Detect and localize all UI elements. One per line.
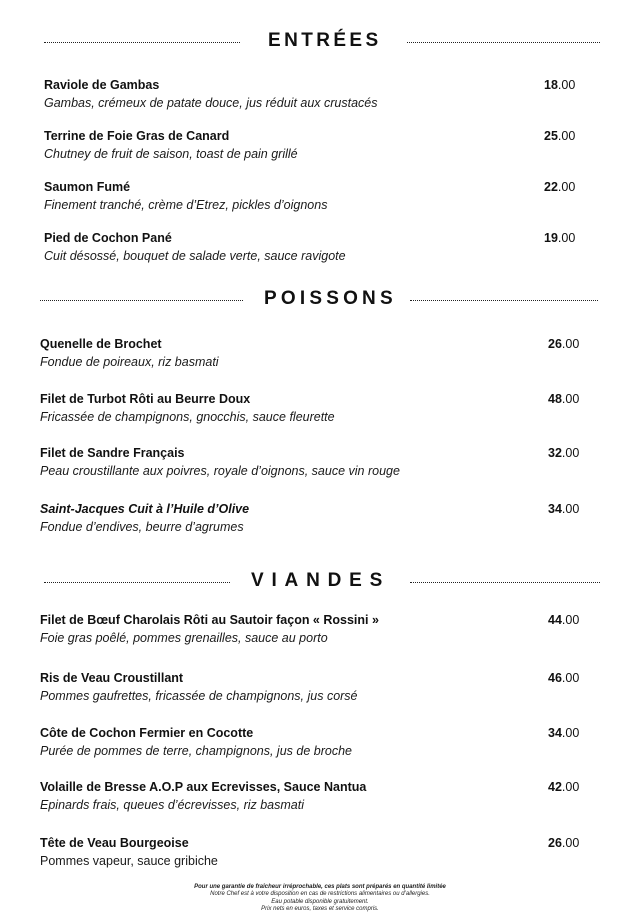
section-title-poissons: POISSONS [264, 288, 397, 309]
dish-price [548, 502, 579, 516]
dish-name: Filet de Turbot Rôti au Beurre Doux [40, 392, 251, 406]
price-integer: 34 [548, 502, 562, 516]
price-integer: 42 [548, 780, 562, 794]
dish-description: Fricassée de champignons, gnocchis, sauce fleurette [40, 410, 335, 424]
price-decimal: .00 [561, 613, 580, 627]
price-decimal: .00 [561, 671, 580, 685]
price-decimal: .00 [561, 780, 580, 794]
dish-name: Pied de Cochon Pané [44, 231, 172, 245]
dish-price [548, 446, 579, 460]
dotted-divider-right [407, 42, 600, 43]
dish-description: Pommes vapeur, sauce gribiche [40, 854, 218, 868]
dotted-divider-left [44, 582, 230, 583]
dish-price [544, 78, 575, 92]
dish-description: Purée de pommes de terre, champignons, jus de broche [40, 744, 352, 758]
dish-price [544, 180, 575, 194]
dish-name: Volaille de Bresse A.O.P aux Ecrevisses, Sauce Nantua [40, 780, 367, 794]
price-decimal: .00 [557, 180, 576, 194]
dish-price [548, 671, 579, 685]
footer-line-water: Eau potable disponible gratuitement. [271, 898, 369, 905]
dish-description: Peau croustillante aux poivres, royale d’oignons, sauce vin rouge [40, 464, 400, 478]
dish-price [548, 780, 579, 794]
price-decimal: .00 [561, 446, 580, 460]
dish-name: Filet de Sandre Français [40, 446, 185, 460]
price-integer: 25 [544, 129, 558, 143]
price-decimal: .00 [561, 502, 580, 516]
price-decimal: .00 [557, 78, 576, 92]
dish-price [544, 129, 575, 143]
dotted-divider-right [410, 300, 598, 301]
dish-name: Saint-Jacques Cuit à l’Huile d’Olive [40, 502, 250, 516]
dish-price [548, 726, 579, 740]
dish-description: Chutney de fruit de saison, toast de pain grillé [44, 147, 298, 161]
price-decimal: .00 [557, 231, 576, 245]
dish-description: Fondue d’endives, beurre d’agrumes [40, 520, 244, 534]
price-decimal: .00 [561, 392, 580, 406]
dish-price [548, 836, 579, 850]
dotted-divider-left [40, 300, 243, 301]
price-integer: 46 [548, 671, 562, 685]
dish-name: Tête de Veau Bourgeoise [40, 836, 189, 850]
dish-price [548, 337, 579, 351]
dish-description: Pommes gaufrettes, fricassée de champignons, jus corsé [40, 689, 358, 703]
dish-description: Epinards frais, queues d’écrevisses, riz basmati [40, 798, 305, 812]
dish-name: Terrine de Foie Gras de Canard [44, 129, 230, 143]
dish-description: Fondue de poireaux, riz basmati [40, 355, 219, 369]
price-integer: 19 [544, 231, 558, 245]
price-decimal: .00 [557, 129, 576, 143]
price-integer: 26 [548, 836, 562, 850]
price-integer: 22 [544, 180, 558, 194]
dish-price [548, 613, 579, 627]
dish-name: Filet de Bœuf Charolais Rôti au Sautoir façon « Rossini » [40, 613, 379, 627]
section-header-poissons [0, 288, 640, 312]
price-integer: 34 [548, 726, 562, 740]
footer-notes [0, 884, 640, 913]
footer-line-freshness: Pour une garantie de fraîcheur irréprochable, ces plats sont préparés en quantité limitée [194, 884, 446, 890]
dish-name: Quenelle de Brochet [40, 337, 162, 351]
dotted-divider-left [44, 42, 240, 43]
section-title-entrees: ENTRÉES [268, 30, 382, 51]
dish-description: Gambas, crémeux de patate douce, jus réduit aux crustacés [44, 96, 378, 110]
price-decimal: .00 [561, 337, 580, 351]
price-integer: 26 [548, 337, 562, 351]
dish-description: Foie gras poêlé, pommes grenailles, sauce au porto [40, 631, 328, 645]
dish-name: Ris de Veau Croustillant [40, 671, 184, 685]
dish-name: Saumon Fumé [44, 180, 131, 194]
section-header-entrees [0, 30, 640, 54]
price-integer: 18 [544, 78, 558, 92]
dish-name: Côte de Cochon Fermier en Cocotte [40, 726, 254, 740]
footer-line-prices: Prix nets en euros, taxes et service compris. [261, 905, 379, 912]
dish-description: Cuit désossé, bouquet de salade verte, sauce ravigote [44, 249, 346, 263]
footer-line-allergies: Notre Chef est à votre disposition en cas de restrictions alimentaires ou d’allergies. [210, 891, 430, 898]
dotted-divider-right [410, 582, 600, 583]
dish-price [548, 392, 579, 406]
dish-price [544, 231, 575, 245]
price-decimal: .00 [561, 726, 580, 740]
section-header-viandes [0, 570, 640, 594]
dish-name: Raviole de Gambas [44, 78, 160, 92]
price-integer: 44 [548, 613, 562, 627]
section-title-viandes: VIANDES [251, 570, 391, 591]
price-decimal: .00 [561, 836, 580, 850]
price-integer: 32 [548, 446, 562, 460]
price-integer: 48 [548, 392, 562, 406]
dish-description: Finement tranché, crème d’Etrez, pickles d’oignons [44, 198, 328, 212]
